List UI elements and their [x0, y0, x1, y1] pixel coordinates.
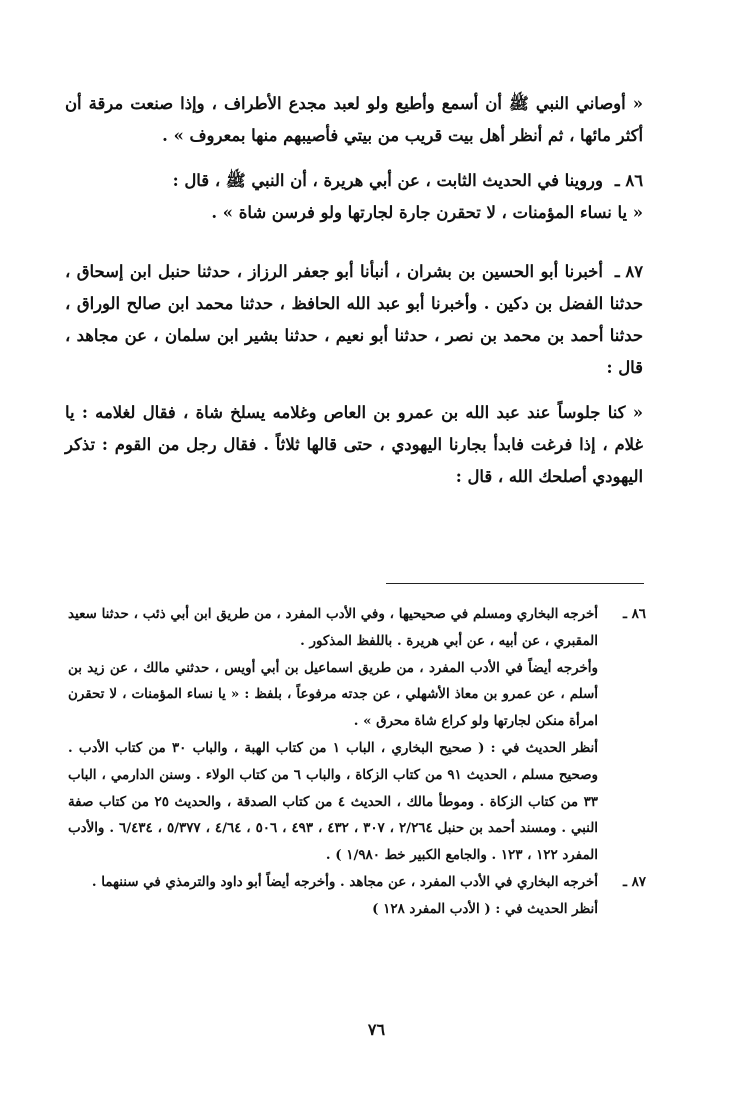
hadith-number-86: ٨٦ ـ — [614, 171, 643, 190]
footnote-number: ٨٧ ـ — [623, 873, 646, 890]
hadith-87-intro — [65, 256, 643, 384]
paragraph-gap — [65, 384, 643, 397]
main-text — [65, 88, 643, 493]
hadith-87-text: « كنا جلوساً عند عبد الله بن عمرو بن العاص وغلامه يسلخ شاة ، فقال لغلامه : يا غلام ، إذا فرغت فابدأ بجارنا اليهودي ، حتى قالها ثلاثاً . فقال رجل من القوم : تذكر اليهودي أصلحك الله ، قال : — [65, 403, 643, 486]
page-number: ٧٦ — [367, 1020, 386, 1039]
footnote-paragraph: أخرجه البخاري في الأدب المفرد ، عن مجاهد . وأخرجه أيضاً أبو داود والترمذي في سننهما . — [91, 873, 598, 890]
footnote-paragraph: أخرجه البخاري ومسلم في صحيحيها ، وفي الأدب المفرد ، من طريق ابن أبي ذئب ، حدثنا سعيد المقبري ، عن أبيه ، عن أبي هريرة . باللفظ المذكور . — [68, 606, 598, 649]
footnote-divider — [386, 583, 644, 584]
footnote-87 — [68, 869, 646, 923]
footnote-number: ٨٦ ـ — [623, 606, 646, 622]
hadith-85-continuation: « أوصاني النبي ﷺ أن أسمع وأطيع ولو لعبد مجدع الأطراف ، وإذا صنعت مرقة أن أكثر مائها ، ثم أنظر أهل بيت قريب من بيتي فأصيبهم منها بمعروف » . — [65, 94, 643, 145]
hadith-86-text: « يا نساء المؤمنات ، لا تحقرن جارة لجارتها ولو فرسن شاة » . — [211, 203, 643, 222]
footnote-86 — [68, 601, 646, 869]
footnote-body — [68, 601, 598, 869]
hadith-number-87: ٨٧ ـ — [614, 262, 643, 281]
footnotes — [68, 601, 646, 923]
footnote-paragraph: أنظر الحديث في : ( صحيح البخاري ، الباب ١ من كتاب الهبة ، والباب ٣٠ من كتاب الأدب . وصحيح مسلم ، الحديث ٩١ من كتاب الزكاة ، والباب ٦ من كتاب الولاء . وسنن الدارمي ، الباب ٣٣ من كتاب الزكاة . وموطأ مالك ، الحديث ٤ من كتاب الصدقة ، والحديث ٢٥ من كتاب صفة النبي . ومسند أحمد بن حنبل ٢/٢٦٤ ، ٣٠٧ ، ٤٣٢ ، ٤٩٣ ، ٥٠٦ ، ٤/٦٤ ، ٥/٣٧٧ ، ٦/٤٣٤ . والأدب المفرد ١٢٢ ، ١٢٣ . والجامع الكبير خط ١/٩٨٠ ) . — [68, 739, 598, 864]
paragraph-gap — [65, 229, 643, 256]
paragraph-gap — [65, 152, 643, 165]
hadith-86-intro — [65, 165, 643, 197]
footnote-paragraph: وأخرجه أيضاً في الأدب المفرد ، من طريق اسماعيل بن أبي أويس ، حدثني مالك ، عن زيد بن أسلم ، عن عمرو بن معاذ الأشهلي ، عن جدته مرفوعاً ، بلفظ : « يا نساء المؤمنات ، لا تحقرن امرأة منكن لجارتها ولو كراع شاة محرق » . — [68, 659, 598, 730]
hadith-87-isnad: أخبرنا أبو الحسين بن بشران ، أنبأنا أبو جعفر الرزاز ، حدثنا حنبل ابن إسحاق ، حدثنا الفضل بن دكين . وأخبرنا أبو عبد الله الحافظ ، حدثنا محمد ابن صالح الوراق ، حدثنا أحمد بن محمد بن نصر ، حدثنا أبو نعيم ، حدثنا بشير ابن سلمان ، عن مجاهد ، قال : — [65, 262, 643, 377]
footnote-paragraph: أنظر الحديث في : ( الأدب المفرد ١٢٨ ) — [372, 900, 598, 917]
footnote-body — [68, 869, 598, 923]
hadith-86-isnad: وروينا في الحديث الثابت ، عن أبي هريرة ، أن النبي ﷺ ، قال : — [172, 171, 603, 190]
